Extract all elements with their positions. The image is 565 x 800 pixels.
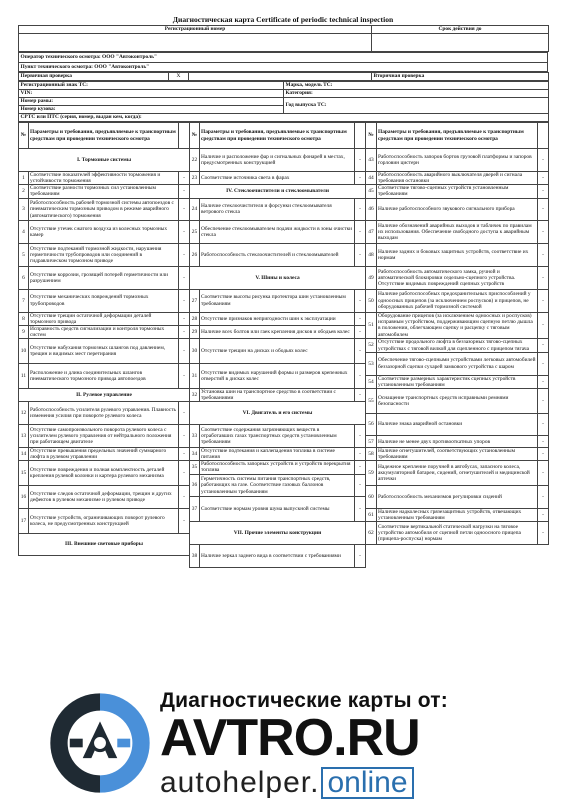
item-requirement: Надежное крепление поручней в автобусах, запасного колеса, аккумуляторной батареи, сидений, огнетушителей и медицинской аптечки — [377, 461, 538, 486]
item-requirement: Отсутствие повреждения и полная комплектность деталей крепления рулевой колонки и картера рулевого механизма — [29, 461, 179, 486]
item-result-mark: - — [538, 289, 549, 312]
item-result-mark: - — [179, 266, 190, 289]
ad-helper-text: autohelper. — [160, 766, 320, 799]
item-result-mark: - — [538, 312, 549, 339]
item-number: 15 — [19, 461, 29, 486]
item-number: 5 — [19, 244, 29, 267]
column-number-header: № — [190, 123, 200, 149]
vehicle-table — [18, 81, 549, 122]
item-requirement: Работоспособность автоматического замка, ручной и автоматической блокировки седельно-сцепного устройства. Отсутствие видимых повреждений сцепных устройств — [377, 266, 538, 289]
item-number: 61 — [366, 508, 377, 521]
table-row — [19, 149, 549, 160]
header-table — [18, 25, 549, 52]
item-number: 11 — [19, 364, 29, 389]
item-number: 48 — [366, 244, 377, 267]
item-requirement: Отсутствие коррозии, грозящей потерей герметичности или разрушением — [29, 266, 179, 289]
item-result-mark: - — [179, 508, 190, 533]
table-row — [19, 185, 549, 198]
year-label: Год выпуска ТС: — [284, 98, 549, 114]
item-result-mark: - — [179, 312, 190, 325]
item-result-mark: - — [355, 339, 366, 364]
item-requirement: Наличие задних и боковых защитных устройств, соответствие их нормам — [377, 244, 538, 267]
item-requirement: Соответствие содержания загрязняющих веществ в отработавших газах транспортных средств установленным требованиям — [200, 425, 355, 448]
item-number: 57 — [366, 436, 377, 447]
item-requirement: Наличие не менее двух противооткатных упоров — [377, 436, 538, 447]
item-requirement: Наличие надколесных грязезащитных устройств, отвечающих установленным требованиям — [377, 508, 538, 521]
item-result-mark: - — [179, 221, 190, 244]
item-number: 13 — [19, 425, 29, 448]
column-number-header: № — [366, 123, 377, 149]
item-result-mark: - — [179, 325, 190, 338]
item-result-mark: - — [179, 339, 190, 364]
item-requirement: Отсутствие утечек сжатого воздуха из колесных тормозных камер — [29, 221, 179, 244]
item-requirement: Оснащение транспортных средств исправными ремнями безопасности — [377, 388, 538, 413]
item-number: 51 — [366, 312, 377, 339]
item-number: 26 — [190, 244, 200, 267]
table-row — [19, 312, 549, 325]
item-number: 55 — [366, 388, 377, 413]
vin-label: VIN: — [19, 90, 284, 98]
diagnostic-card — [18, 14, 548, 568]
category-label: Категория: — [284, 90, 549, 98]
item-requirement: Соответствие высоты рисунка протектора шин установленным требованиям — [200, 289, 355, 312]
item-requirement: Работоспособность механизмов регулировки сидений — [377, 486, 538, 509]
item-result-mark: - — [179, 447, 190, 460]
table-row — [19, 244, 549, 255]
item-number: 28 — [190, 312, 200, 325]
operator-table — [18, 52, 548, 72]
item-result-mark: - — [538, 339, 549, 352]
item-requirement: Работоспособность стеклоочистителей и стеклоомывателей — [200, 244, 355, 267]
item-number: 1 — [19, 171, 29, 184]
item-requirement: Обеспечение стеклоомывателем подачи жидкости в зоны очистки стекла — [200, 221, 355, 244]
item-result-mark: - — [355, 364, 366, 389]
primary-check-mark: X — [169, 73, 189, 81]
item-result-mark: - — [355, 325, 366, 338]
item-result-mark: - — [538, 375, 549, 388]
section-heading: III. Внешние световые приборы — [19, 533, 190, 556]
item-requirement: Соответствие вертикальной статической нагрузки на тяговое устройство автомобиля от сцепной петли одноосного прицепа (прицепа-роспуска) нормам — [377, 522, 538, 545]
item-result-mark: - — [179, 486, 190, 509]
item-requirement: Наличие стеклоочистителя и форсунки стеклоомывателя ветрового стекла — [200, 198, 355, 221]
item-number: 9 — [19, 325, 29, 338]
item-requirement: Отсутствие набухания тормозных шлангов под давлением, трещин и видимых мест перетирания — [29, 339, 179, 364]
item-requirement: Отсутствие видимых нарушений формы и размеров крепежных отверстий в дисках колес — [200, 364, 355, 389]
ad-domain — [160, 766, 414, 800]
item-number: 2 — [19, 185, 29, 198]
item-result-mark: - — [179, 461, 190, 486]
item-requirement: Оборудование прицепов (за исключением одноосных и роспусков) исправным устройством, поддерживающим сцепную петлю дышла в положении, облегчающем сцепку и расцепку с тяговым автомобилем — [377, 312, 538, 339]
item-number: 8 — [19, 312, 29, 325]
item-number: 33 — [190, 425, 200, 448]
item-requirement: Наличие обозначений аварийных выходов и табличек по правилам их использования. Обеспечение свободного доступа к аварийным выходам — [377, 221, 538, 244]
item-requirement: Отсутствие признаков непригодности шин к эксплуатации — [200, 312, 355, 325]
frame-label: Номер рамы: — [19, 98, 284, 106]
item-result-mark: - — [179, 289, 190, 312]
item-result-mark: - — [538, 171, 549, 184]
item-requirement: Наличие знака аварийной остановки — [377, 413, 538, 436]
item-requirement: Соответствие разности тормозных сил установленным требованиям — [29, 185, 179, 198]
item-number: 44 — [366, 171, 377, 184]
item-number: 31 — [190, 364, 200, 389]
table-row — [19, 289, 549, 300]
item-requirement: Наличие работоспособного звукового сигнального прибора — [377, 198, 538, 221]
ad-online-badge: online — [321, 767, 413, 799]
table-row — [19, 388, 549, 401]
item-number: 47 — [366, 221, 377, 244]
item-requirement: Наличие зеркал заднего вида в соответствии с требованиями — [200, 545, 355, 568]
item-result-mark: - — [179, 198, 190, 221]
item-result-mark: - — [538, 508, 549, 521]
table-row — [19, 221, 549, 232]
item-result-mark: - — [538, 522, 549, 545]
item-requirement: Расположение и длина соединительных шлангов пневматического тормозного привода автопоездов — [29, 364, 179, 389]
validity-value — [372, 34, 549, 52]
reg-number-label: Регистрационный номер — [19, 26, 372, 34]
column-params-header: Параметры и требования, предъявляемые к транспортным средствам при проведении технического осмотра — [29, 123, 179, 149]
check-spacer — [189, 73, 372, 81]
table-row — [19, 198, 549, 209]
section-heading: IV. Стеклоочистители и стеклоомыватели — [190, 185, 366, 198]
item-number: 24 — [190, 198, 200, 221]
item-number: 17 — [19, 508, 29, 533]
item-requirement: Работоспособность усилителя рулевого управления. Плавность изменения усилия при повороте рулевого колеса — [29, 402, 179, 425]
card-title: Диагностическая карта Certificate of periodic technical inspection — [172, 15, 394, 24]
advertisement-banner — [0, 686, 565, 800]
item-number: 53 — [366, 352, 377, 375]
item-number: 38 — [190, 545, 200, 568]
item-number: 3 — [19, 198, 29, 221]
item-number: 37 — [190, 497, 200, 522]
item-result-mark: - — [179, 244, 190, 267]
checklist-table — [18, 122, 549, 568]
item-number: 52 — [366, 339, 377, 352]
item-number: 27 — [190, 289, 200, 312]
body-label: Номер кузова: — [19, 106, 284, 114]
item-result-mark: - — [355, 198, 366, 221]
item-number: 35 — [190, 461, 200, 474]
item-number: 14 — [19, 447, 29, 460]
item-requirement: Наличие работоспособных предохранительных приспособлений у одноосных прицепов (за исключением роспусков) и прицепов, не оборудованных рабочей тормозной системой — [377, 289, 538, 312]
item-number: 23 — [190, 171, 200, 184]
item-requirement: Отсутствие превышения предельных значений суммарного люфта в рулевом управлении — [29, 447, 179, 460]
operator-line: Оператор технического осмотра: ООО "Автоконтроль" — [19, 53, 548, 63]
item-requirement: Работоспособность рабочей тормозной системы автопоездов с пневматическим тормозным приводом в режиме аварийного (автоматического) торможения — [29, 198, 179, 221]
item-number: 49 — [366, 266, 377, 289]
item-number: 32 — [190, 388, 200, 401]
item-requirement: Работоспособность запоров бортов грузовой платформы и запоров горловин цистерн — [377, 149, 538, 172]
item-result-mark: - — [355, 474, 366, 497]
item-requirement: Работоспособность запорных устройств и устройств перекрытия топлива — [200, 461, 355, 474]
item-number: 4 — [19, 221, 29, 244]
item-result-mark: - — [355, 312, 366, 325]
item-result-mark: - — [179, 171, 190, 184]
item-result-mark: - — [179, 402, 190, 425]
item-number: 30 — [190, 339, 200, 364]
item-result-mark: - — [538, 461, 549, 486]
table-row — [19, 171, 549, 184]
item-number: 22 — [190, 149, 200, 172]
table-row — [19, 447, 549, 460]
make-model-label: Марка, модель ТС: — [284, 82, 549, 90]
item-requirement: Отсутствие продольного люфта в беззазорных тягово-сцепных устройствах с тяговой вилкой для сцепленного с прицепом тягача — [377, 339, 538, 352]
item-number: 50 — [366, 289, 377, 312]
item-result-mark: - — [355, 497, 366, 522]
item-requirement: Соответствие нормам уровня шума выпускной системы — [200, 497, 355, 522]
item-number: 56 — [366, 413, 377, 436]
item-result-mark: - — [538, 266, 549, 289]
column-number-header: № — [19, 123, 29, 149]
item-number: 10 — [19, 339, 29, 364]
section-heading: VII. Прочие элементы конструкции — [190, 522, 366, 545]
item-requirement: Отсутствие трещин на дисках и ободьях колес — [200, 339, 355, 364]
section-heading: VI. Двигатель и его системы — [190, 402, 366, 425]
item-result-mark: - — [355, 289, 366, 312]
item-requirement: Отсутствие трещин остаточной деформации деталей тормозного привода — [29, 312, 179, 325]
item-requirement: Отсутствие подтеканий тормозной жидкости, нарушения герметичности трубопроводов или соединений в гидравлическом тормозном приводе — [29, 244, 179, 267]
reg-number-value — [19, 34, 372, 52]
column-params-header: Параметры и требования, предъявляемые к транспортным средствам при проведении технического осмотра — [377, 123, 538, 149]
item-requirement: Герметичность системы питания транспортных средств, работающих на газе. Соответствие газовых баллонов установленным требованиям — [200, 474, 355, 497]
item-requirement: Соответствие размерных характеристик сцепных устройств установленным требованиям — [377, 375, 538, 388]
item-requirement: Наличие всех болтов или гаек крепления дисков и ободьев колес — [200, 325, 355, 338]
item-requirement: Установка шин на транспортное средство в соответствии с требованиями — [200, 388, 355, 401]
item-result-mark: - — [538, 185, 549, 198]
item-requirement: Соответствие источника света в фарах — [200, 171, 355, 184]
item-number: 7 — [19, 289, 29, 312]
item-number: 43 — [366, 149, 377, 172]
check-type-table — [18, 72, 549, 81]
item-number: 60 — [366, 486, 377, 509]
validity-label: Срок действия до — [372, 26, 549, 34]
item-number: 29 — [190, 325, 200, 338]
item-number: 45 — [366, 185, 377, 198]
section-heading: V. Шины и колеса — [190, 266, 366, 289]
item-requirement: Работоспособность аварийного выключателя дверей и сигнала требования остановки — [377, 171, 538, 184]
item-result-mark: - — [538, 436, 549, 447]
item-requirement: Соответствие показателей эффективности торможения и устойчивости торможения — [29, 171, 179, 184]
table-row — [19, 339, 549, 352]
item-requirement: Наличие и расположение фар и сигнальных фонарей в местах, предусмотренных конструкцией — [200, 149, 355, 172]
srts-label: СРТС или ПТС (серия, номер, выдан кем, когда): — [19, 114, 549, 122]
item-requirement: Отсутствие самопроизвольного поворота рулевого колеса с усилителем рулевого управления от нейтрального положения при работающем двигателе — [29, 425, 179, 448]
item-result-mark: - — [355, 425, 366, 448]
item-requirement: Отсутствие механических повреждений тормозных трубопроводов — [29, 289, 179, 312]
reg-sign-label: Регистрационный знак ТС: — [19, 82, 284, 90]
item-requirement: Наличие огнетушителей, соответствующих установленным требованиям — [377, 447, 538, 460]
item-number: 34 — [190, 447, 200, 460]
item-number: 16 — [19, 486, 29, 509]
section-heading: II. Рулевое управление — [19, 388, 190, 401]
item-number: 59 — [366, 461, 377, 486]
item-result-mark: - — [538, 413, 549, 436]
item-number: 12 — [19, 402, 29, 425]
item-result-mark: - — [179, 185, 190, 198]
item-result-mark: - — [355, 149, 366, 172]
item-result-mark: - — [538, 221, 549, 244]
column-params-header: Параметры и требования, предъявляемые к транспортным средствам при проведении технического осмотра — [200, 123, 355, 149]
item-result-mark: - — [179, 364, 190, 389]
section-heading: I. Тормозные системы — [19, 149, 190, 172]
item-number: 54 — [366, 375, 377, 388]
item-result-mark: - — [179, 425, 190, 448]
item-requirement: Исправность средств сигнализации и контроля тормозных систем — [29, 325, 179, 338]
item-result-mark: - — [355, 461, 366, 474]
item-result-mark: - — [355, 388, 366, 401]
item-number: 62 — [366, 522, 377, 545]
item-result-mark: - — [538, 352, 549, 375]
item-number: 25 — [190, 221, 200, 244]
table-row — [19, 266, 549, 277]
item-result-mark: - — [355, 171, 366, 184]
table-row — [19, 461, 549, 474]
item-result-mark: - — [538, 388, 549, 413]
item-result-mark: - — [355, 244, 366, 267]
item-requirement: Отсутствие устройств, ограничивающих поворот рулевого колеса, не предусмотренных конструкцией — [29, 508, 179, 533]
primary-check-label: Первичная проверка — [19, 73, 169, 81]
column-mark-header — [179, 123, 190, 149]
item-result-mark: - — [538, 198, 549, 221]
item-result-mark: - — [538, 486, 549, 509]
column-mark-header — [538, 123, 549, 149]
item-result-mark: - — [355, 221, 366, 244]
item-number: 6 — [19, 266, 29, 289]
item-number: 36 — [190, 474, 200, 497]
item-number: 58 — [366, 447, 377, 460]
item-result-mark: - — [355, 545, 366, 568]
item-result-mark: - — [355, 447, 366, 460]
item-result-mark: - — [538, 447, 549, 460]
item-number: 46 — [366, 198, 377, 221]
ad-brand: AVTRO.RU — [160, 709, 420, 767]
ad-heading: Диагностические карты от: — [160, 689, 448, 712]
item-requirement: Отсутствие следов остаточной деформации, трещин и других дефектов в рулевом механизме и рулевом приводе — [29, 486, 179, 509]
checklist-header-row — [19, 123, 549, 149]
item-requirement: Соответствие тягово-сцепных устройств установленным требованиям — [377, 185, 538, 198]
avtro-logo-icon — [46, 689, 154, 797]
item-result-mark: - — [538, 244, 549, 267]
column-mark-header — [355, 123, 366, 149]
item-requirement: Отсутствие подтекания и каплепадения топлива в системе питания — [200, 447, 355, 460]
item-result-mark: - — [538, 149, 549, 172]
station-line: Пункт технического осмотра: ООО "Автоконтроль" — [19, 62, 548, 72]
item-requirement: Обеспечение тягово-сцепными устройствами легковых автомобилей беззазорной сцепки сухарей замкового устройства с шаром — [377, 352, 538, 375]
secondary-check-label: Вторичная проверка — [372, 73, 549, 81]
